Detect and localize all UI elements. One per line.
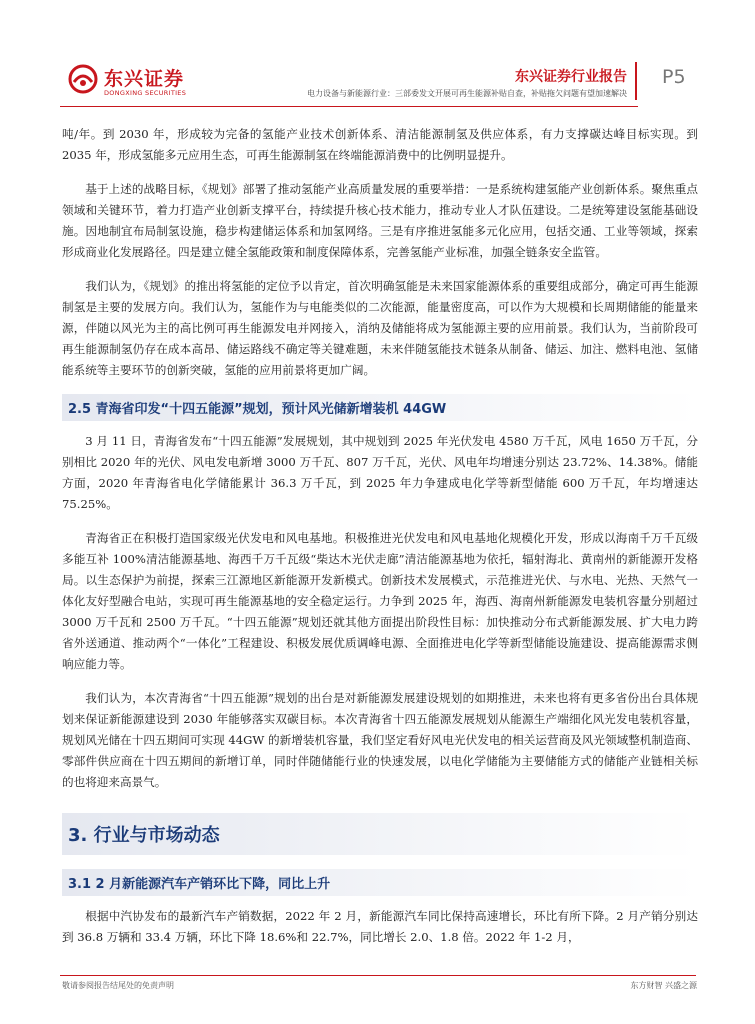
paragraph: 青海省正在积极打造国家级光伏发电和风电基地。积极推进光伏发电和风电基地化规模化开发，形成以海南千万千瓦级多能互补 100%清洁能源基地、海西千万千瓦级“柴达木光伏走廊”清洁能源基地为依托，辐射海北、黄南州的新能源开发格局。以生态保护为前提，探索三江源地区新能源开发新模式。创新技术发展模式，示范推进光伏、与水电、光热、天然气一体化友好型融合电站，实现可再生能源基地的安全稳定运行。力争到 2025 年，海西、海南州新能源发电装机容量分别超过 3000 万千瓦和 2500 万千瓦。“十四五能源”规划还就其他方面提出阶段性目标：加快推动分布式新能源发展、扩大电力跨省外送通道、推动两个“一体化”工程建设、积极发展优质调峰电源、全面推进电化学等新型储能设施建设、提高能源需求侧响应能力等。 [62, 531, 698, 671]
footer-disclaimer: 敬请参阅报告结尾处的免责声明 [62, 981, 174, 990]
logo-text: 东兴证券 [104, 68, 185, 90]
paragraph: 根据中汽协发布的最新汽车产销数据，2022 年 2 月，新能源汽车同比保持高速增长，环比有所下降。2 月产销分别达到 36.8 万辆和 33.4 万辆，环比下降 18.6%和 22.7%，同比增长 2.0、1.8 倍。2022 年 1-2 月， [62, 909, 698, 944]
document-body [62, 124, 698, 961]
dongxing-logo-icon [68, 64, 98, 94]
footer-slogan: 东方财智 兴盛之源 [630, 981, 697, 990]
section-heading-3-1: 3.1 2 月新能源汽车产销环比下降，同比上升 [62, 869, 698, 896]
paragraph: 我们认为，《规划》的推出将氢能的定位予以肯定，首次明确氢能是未来国家能源体系的重要组成部分，确定可再生能源制氢是主要的发展方向。我们认为，氢能作为与电能类似的二次能源，能量密度高，可以作为大规模和长周期储能的能量来源，伴随以风光为主的高比例可再生能源发电并网接入，消纳及储能将成为氢能源主要的应用前景。我们认为，当前阶段可再生能源制氢仍存在成本高昂、储运路线不确定等关键难题，未来伴随氢能技术链条从制备、储运、加注、燃料电池、氢储能系统等主要环节的创新突破，氢能的应用前景将更加广阔。 [62, 279, 698, 377]
company-logo [68, 64, 188, 102]
page-header [0, 0, 755, 110]
report-subtitle: 电力设备与新能源行业：三部委发文开展可再生能源补贴自查，补贴拖欠问题有望加速解决 [307, 89, 627, 98]
paragraph: 吨/年。到 2030 年，形成较为完备的氢能产业技术创新体系、清洁能源制氢及供应体系，有力支撑碳达峰目标实现。到 2035 年，形成氢能多元应用生态，可再生能源制氢在终端能源消费中的比例明显提升。 [62, 127, 698, 162]
header-divider [635, 62, 637, 100]
header-rule [60, 106, 638, 107]
logo-subtext: DONGXING SECURITIES [104, 89, 187, 97]
section-heading-2-5: 2.5 青海省印发“十四五能源”规划，预计风光储新增装机 44GW [62, 394, 698, 421]
paragraph: 3 月 11 日，青海省发布“十四五能源”发展规划，其中规划到 2025 年光伏发电 4580 万千瓦，风电 1650 万千瓦，分别相比 2020 年的光伏、风电发电新增 3000 万千瓦、807 万千瓦，光伏、风电年均增速分别达 23.72%、14.38%。储能方面，2020 年青海省电化学储能累计 36.3 万千瓦，到 2025 年力争建成电化学等新型储能 600 万千瓦，年均增速达 75.25%。 [62, 434, 698, 511]
report-title: 东兴证券行业报告 [515, 69, 627, 85]
paragraph: 我们认为，本次青海省“十四五能源”规划的出台是对新能源发展建设规划的如期推进，未来也将有更多省份出台具体规划来保证新能源建设到 2030 年能够落实双碳目标。本次青海省十四五能源发展规划从能源生产端细化风光发电装机容量，规划风光储在十四五期间可实现 44GW 的新增装机容量，我们坚定看好风电光伏发电的相关运营商及风光领域整机制造商、零部件供应商在十四五期间的新增订单，同时伴随储能行业的快速发展，以电化学储能为主要储能方式的储能产业链相关标的也将迎来高景气。 [62, 691, 698, 789]
section-heading-3: 3. 行业与市场动态 [62, 813, 698, 855]
footer-rule [60, 975, 696, 976]
paragraph: 基于上述的战略目标，《规划》部署了推动氢能产业高质量发展的重要举措：一是系统构建氢能产业创新体系。聚焦重点领域和关键环节，着力打造产业创新支撑平台，持续提升核心技术能力，推动专业人才队伍建设。二是统筹建设氢能基础设施。因地制宜布局制氢设施，稳步构建储运体系和加氢网络。三是有序推进氢能多元化应用，包括交通、工业等领域，探索形成商业化发展路径。四是建立健全氢能政策和制度保障体系，完善氢能产业标准，加强全链条安全监管。 [62, 182, 698, 259]
page-number: P5 [662, 66, 686, 88]
